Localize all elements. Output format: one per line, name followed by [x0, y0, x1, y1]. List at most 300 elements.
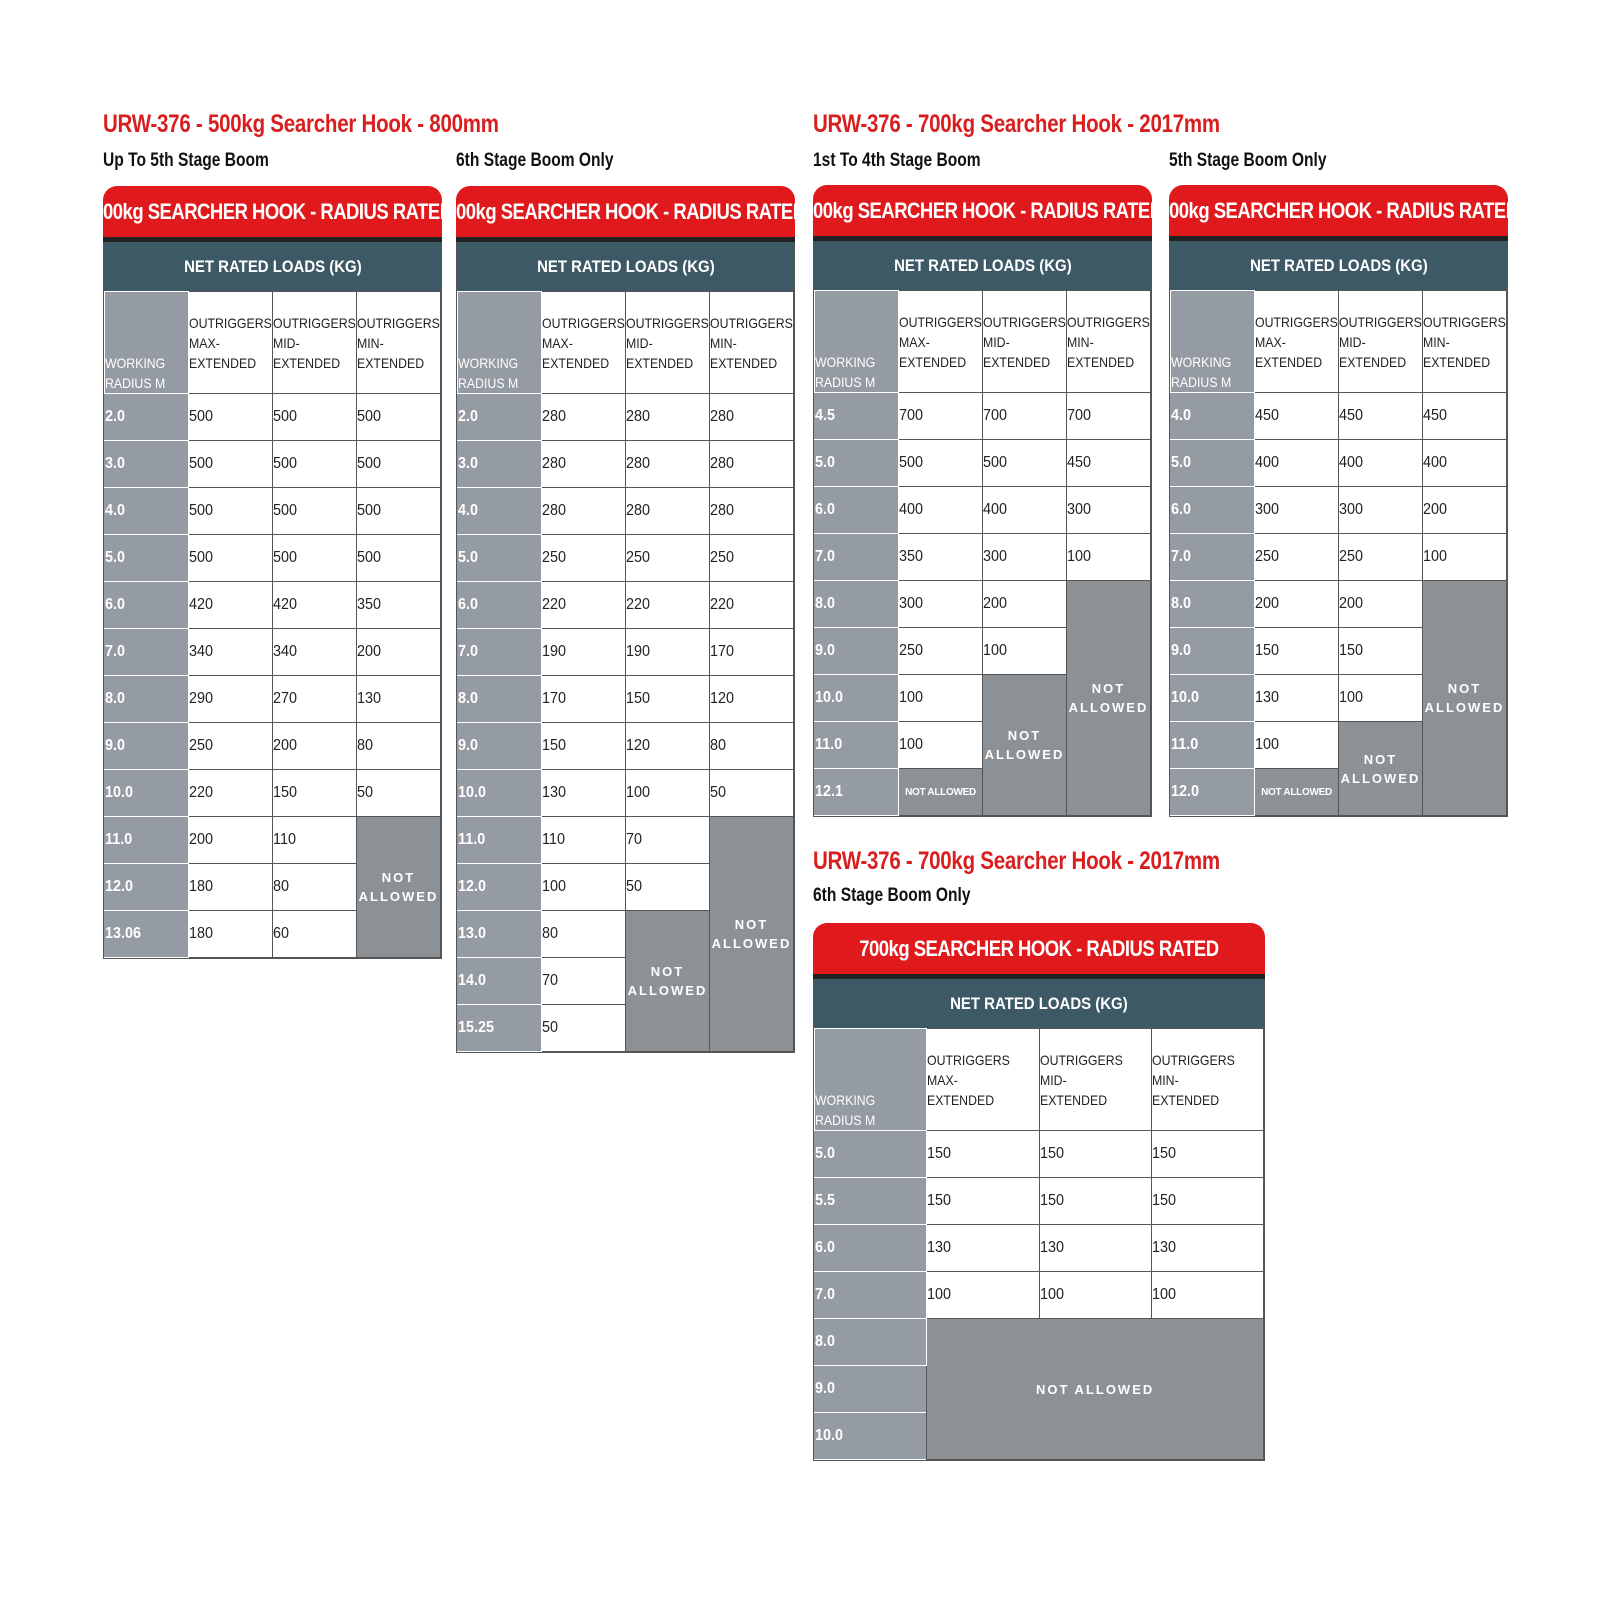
radius-value: 9.0 [815, 642, 836, 659]
radius-value: 6.0 [1171, 501, 1192, 518]
radius-value: 11.0 [815, 736, 843, 753]
column-header-outriggers-max [899, 291, 983, 393]
load-value: 100 [899, 689, 924, 706]
load-value: 400 [1255, 454, 1280, 471]
load-table [104, 291, 441, 958]
chart-header [92, 186, 453, 242]
radius-cell [815, 1413, 927, 1460]
radius-cell [815, 534, 899, 581]
load-cell-max [899, 487, 983, 534]
table-header-row [458, 292, 794, 394]
column-header-outriggers-mid [1339, 291, 1423, 393]
subtitle-6th-stage-only-700kg: 6th Stage Boom Only [813, 885, 971, 906]
load-cell-mid [1339, 440, 1423, 487]
radius-value: 4.5 [815, 407, 836, 424]
radius-cell [458, 488, 542, 535]
table-row [815, 440, 1151, 487]
load-value: 100 [1339, 689, 1364, 706]
radius-cell [1171, 440, 1255, 487]
chart-body [456, 242, 795, 1053]
load-value: 80 [273, 878, 290, 895]
load-value: 280 [626, 502, 651, 519]
load-table [814, 1028, 1264, 1460]
radius-cell [815, 1131, 927, 1178]
load-value: 700 [983, 407, 1008, 424]
column-header-working-radius-label: WORKING RADIUS M [105, 355, 166, 391]
load-value: 300 [1255, 501, 1280, 518]
load-value: 280 [542, 502, 567, 519]
load-value: 170 [542, 690, 567, 707]
load-cell-mid [273, 864, 357, 911]
not-allowed-cell: NOT ALLOWED [899, 769, 983, 816]
load-value: 100 [1039, 1286, 1064, 1303]
load-cell-max [189, 864, 273, 911]
not-allowed-cell: NOT ALLOWED [1423, 581, 1507, 816]
load-value: 200 [1255, 595, 1280, 612]
radius-value: 5.0 [815, 454, 836, 471]
net-rated-loads-label: NET RATED LOADS (KG) [1249, 255, 1428, 275]
load-value: 200 [1339, 595, 1364, 612]
load-cell-mid [1339, 581, 1423, 628]
radius-cell [815, 1366, 927, 1413]
load-value: 200 [1423, 501, 1448, 518]
radius-value: 9.0 [815, 1380, 836, 1397]
load-cell-mid [1039, 1272, 1151, 1319]
radius-cell [1171, 581, 1255, 628]
load-cell-max [1255, 440, 1339, 487]
load-value: 200 [983, 595, 1008, 612]
load-cell-max [189, 770, 273, 817]
load-cell-mid [273, 676, 357, 723]
load-cell-max [899, 628, 983, 675]
load-value: 110 [542, 831, 565, 848]
load-cell-max [1255, 722, 1339, 769]
load-value: 500 [189, 549, 214, 566]
column-header-outriggers-mid [983, 291, 1067, 393]
load-cell-mid [1339, 487, 1423, 534]
load-value: 300 [1339, 501, 1364, 518]
column-header-outriggers-max-label: OUTRIGGERS MAX- EXTENDED [542, 314, 625, 371]
load-chart-700kg-1st-to-4th [802, 185, 1163, 817]
load-cell-mid [273, 723, 357, 770]
load-cell-max [899, 722, 983, 769]
load-cell-max [1255, 581, 1339, 628]
radius-cell [105, 864, 189, 911]
radius-cell [815, 1178, 927, 1225]
load-value: 400 [899, 501, 924, 518]
load-cell-mid [626, 582, 710, 629]
radius-value: 6.0 [815, 1239, 836, 1256]
table-row [105, 770, 441, 817]
chart-header [1158, 185, 1519, 241]
chart-body [813, 241, 1152, 817]
table-row [105, 723, 441, 770]
load-value: 110 [273, 831, 296, 848]
load-cell-max [189, 394, 273, 441]
radius-cell [105, 911, 189, 958]
radius-cell [815, 769, 899, 816]
load-cell-min [1067, 487, 1151, 534]
load-cell-mid [273, 441, 357, 488]
table-row [815, 581, 1151, 628]
radius-value: 9.0 [458, 737, 479, 754]
table-row [1171, 393, 1507, 440]
load-value: 80 [542, 925, 559, 942]
load-value: 450 [1339, 407, 1364, 424]
load-value: 220 [626, 596, 651, 613]
table-row [458, 394, 794, 441]
load-cell-max [542, 676, 626, 723]
table-header-row [815, 291, 1151, 393]
not-allowed-cell: NOT ALLOWED [1339, 722, 1423, 816]
load-value: 190 [542, 643, 567, 660]
load-cell-max [542, 817, 626, 864]
chart-body [1169, 241, 1508, 817]
load-value: 280 [626, 408, 651, 425]
load-chart-700kg-5th [1158, 185, 1519, 817]
radius-value: 7.0 [458, 643, 479, 660]
load-chart-500kg-6th [445, 186, 806, 1053]
load-cell-mid [983, 628, 1067, 675]
radius-cell [105, 723, 189, 770]
radius-value: 6.0 [815, 501, 836, 518]
load-cell-min [357, 582, 441, 629]
load-value: 340 [189, 643, 214, 660]
load-value: 500 [899, 454, 924, 471]
load-cell-max [927, 1272, 1039, 1319]
load-value: 290 [189, 690, 214, 707]
column-header-outriggers-min-label: OUTRIGGERS MIN- EXTENDED [1067, 313, 1150, 370]
load-value: 350 [357, 596, 382, 613]
load-value: 100 [1151, 1286, 1176, 1303]
load-cell-mid [273, 629, 357, 676]
not-allowed-cell: NOT ALLOWED [927, 1319, 1264, 1460]
load-value: 500 [273, 455, 298, 472]
not-allowed-cell: NOT ALLOWED [357, 817, 441, 958]
load-value: 500 [357, 408, 382, 425]
load-value: 100 [1255, 736, 1280, 753]
chart-header-label: 500kg SEARCHER HOOK - RADIUS RATED [445, 198, 806, 224]
load-cell-mid [626, 394, 710, 441]
table-row [105, 394, 441, 441]
load-cell-mid [273, 535, 357, 582]
load-cell-min [357, 629, 441, 676]
radius-value: 7.0 [815, 1286, 836, 1303]
load-cell-max [542, 535, 626, 582]
load-value: 50 [626, 878, 643, 895]
table-header-row [1171, 291, 1507, 393]
radius-value: 7.0 [1171, 548, 1192, 565]
load-cell-min [357, 441, 441, 488]
load-value: 100 [1423, 548, 1448, 565]
load-value: 200 [273, 737, 298, 754]
load-value: 250 [626, 549, 651, 566]
load-value: 130 [1151, 1239, 1176, 1256]
table-row [815, 1131, 1264, 1178]
table-row [458, 723, 794, 770]
load-cell-max [189, 911, 273, 958]
load-cell-min [1151, 1225, 1263, 1272]
load-cell-max [542, 488, 626, 535]
radius-value: 8.0 [1171, 595, 1192, 612]
column-header-outriggers-min [1423, 291, 1507, 393]
load-value: 150 [1255, 642, 1280, 659]
load-value: 50 [710, 784, 727, 801]
chart-header-label: 700kg SEARCHER HOOK - RADIUS RATED [1158, 197, 1519, 223]
load-cell-mid [273, 582, 357, 629]
load-value: 500 [983, 454, 1008, 471]
load-cell-mid [1339, 534, 1423, 581]
radius-cell [815, 487, 899, 534]
column-header-outriggers-mid-label: OUTRIGGERS MID- EXTENDED [1039, 1051, 1123, 1108]
load-cell-mid [273, 817, 357, 864]
load-cell-max [542, 770, 626, 817]
radius-cell [1171, 487, 1255, 534]
column-header-outriggers-max-label: OUTRIGGERS MAX- EXTENDED [1255, 313, 1338, 370]
load-cell-max [189, 488, 273, 535]
load-value: 500 [189, 502, 214, 519]
load-cell-mid [1039, 1131, 1151, 1178]
load-cell-min [710, 629, 794, 676]
column-header-outriggers-max [1255, 291, 1339, 393]
load-value: 150 [273, 784, 298, 801]
load-value: 250 [899, 642, 924, 659]
load-cell-max [189, 629, 273, 676]
group-title-500kg-800mm: URW-376 - 500kg Searcher Hook - 800mm [103, 110, 499, 138]
table-row [458, 817, 794, 864]
load-cell-max [189, 441, 273, 488]
load-value: 450 [1423, 407, 1448, 424]
radius-cell [458, 723, 542, 770]
load-table [814, 290, 1151, 816]
load-value: 500 [357, 502, 382, 519]
table-row [1171, 440, 1507, 487]
load-cell-mid [626, 629, 710, 676]
load-cell-min [1423, 393, 1507, 440]
load-cell-min [357, 723, 441, 770]
radius-cell [105, 441, 189, 488]
table-row [458, 488, 794, 535]
table-row [1171, 581, 1507, 628]
load-cell-min [710, 676, 794, 723]
radius-value: 12.0 [1171, 783, 1200, 800]
load-value: 130 [1255, 689, 1280, 706]
load-cell-min [1067, 393, 1151, 440]
radius-value: 8.0 [815, 1333, 836, 1350]
column-header-outriggers-mid-label: OUTRIGGERS MID- EXTENDED [626, 314, 709, 371]
load-value: 150 [626, 690, 651, 707]
table-row [105, 535, 441, 582]
radius-value: 8.0 [815, 595, 836, 612]
not-allowed-cell: NOT ALLOWED [1255, 769, 1339, 816]
radius-value: 5.0 [815, 1145, 836, 1162]
radius-value: 9.0 [1171, 642, 1192, 659]
radius-value: 14.0 [458, 972, 487, 989]
load-cell-min [1067, 534, 1151, 581]
load-value: 300 [1067, 501, 1092, 518]
load-value: 280 [626, 455, 651, 472]
load-value: 420 [273, 596, 298, 613]
subtitle-6th-stage-only: 6th Stage Boom Only [456, 150, 614, 171]
column-header-working-radius [105, 292, 189, 394]
load-cell-mid [983, 581, 1067, 628]
load-value: 70 [626, 831, 643, 848]
load-cell-max [899, 440, 983, 487]
load-cell-max [542, 723, 626, 770]
load-value: 500 [357, 549, 382, 566]
radius-cell [458, 958, 542, 1005]
load-cell-max [542, 864, 626, 911]
load-cell-max [542, 394, 626, 441]
group-title-700kg-2017mm-6th-stage: URW-376 - 700kg Searcher Hook - 2017mm [813, 847, 1220, 875]
load-cell-max [542, 911, 626, 958]
load-value: 400 [983, 501, 1008, 518]
table-row [815, 487, 1151, 534]
load-cell-max [927, 1131, 1039, 1178]
table-row [458, 441, 794, 488]
column-header-outriggers-mid [626, 292, 710, 394]
load-value: 500 [357, 455, 382, 472]
load-cell-mid [626, 535, 710, 582]
load-cell-max [542, 1005, 626, 1052]
load-value: 130 [542, 784, 567, 801]
load-value: 280 [542, 408, 567, 425]
radius-value: 10.0 [458, 784, 487, 801]
load-value: 80 [710, 737, 727, 754]
load-value: 190 [626, 643, 651, 660]
radius-cell [458, 817, 542, 864]
load-cell-mid [1039, 1178, 1151, 1225]
load-value: 400 [1423, 454, 1448, 471]
load-cell-min [357, 676, 441, 723]
chart-header [802, 185, 1163, 241]
column-header-outriggers-min [710, 292, 794, 394]
load-value: 220 [189, 784, 214, 801]
column-header-outriggers-min-label: OUTRIGGERS MIN- EXTENDED [710, 314, 793, 371]
load-value: 220 [710, 596, 735, 613]
load-value: 150 [1039, 1145, 1064, 1162]
load-value: 150 [1339, 642, 1364, 659]
load-value: 130 [1039, 1239, 1064, 1256]
load-value: 500 [273, 502, 298, 519]
load-value: 100 [626, 784, 651, 801]
net-rated-loads-bar [814, 241, 1151, 290]
load-cell-max [1255, 534, 1339, 581]
load-cell-max [189, 817, 273, 864]
radius-value: 4.0 [1171, 407, 1192, 424]
load-cell-min [357, 535, 441, 582]
load-cell-mid [626, 441, 710, 488]
load-cell-mid [1039, 1225, 1151, 1272]
radius-cell [105, 582, 189, 629]
load-cell-min [1151, 1272, 1263, 1319]
load-cell-max [542, 629, 626, 676]
load-value: 340 [273, 643, 298, 660]
radius-cell [458, 441, 542, 488]
chart-header-label: 700kg SEARCHER HOOK - RADIUS RATED [859, 935, 1219, 961]
table-row [458, 770, 794, 817]
load-value: 300 [983, 548, 1008, 565]
load-cell-min [710, 582, 794, 629]
chart-header [813, 923, 1265, 979]
radius-cell [1171, 393, 1255, 440]
load-cell-mid [626, 676, 710, 723]
radius-cell [458, 676, 542, 723]
load-cell-max [899, 393, 983, 440]
radius-cell [815, 675, 899, 722]
load-value: 280 [542, 455, 567, 472]
load-value: 100 [1067, 548, 1092, 565]
column-header-working-radius-label: WORKING RADIUS M [458, 355, 519, 391]
subtitle-up-to-5th-stage: Up To 5th Stage Boom [103, 150, 269, 171]
table-header-row [815, 1029, 1264, 1131]
column-header-outriggers-max [189, 292, 273, 394]
net-rated-loads-label: NET RATED LOADS (KG) [893, 255, 1072, 275]
radius-cell [105, 629, 189, 676]
load-cell-max [542, 582, 626, 629]
load-cell-mid [1339, 675, 1423, 722]
load-value: 280 [710, 455, 735, 472]
load-chart-700kg-6th [813, 923, 1265, 1461]
net-rated-loads-label: NET RATED LOADS (KG) [183, 256, 362, 276]
load-cell-mid [273, 394, 357, 441]
radius-cell [815, 393, 899, 440]
column-header-outriggers-max-label: OUTRIGGERS MAX- EXTENDED [899, 313, 982, 370]
load-value: 70 [542, 972, 559, 989]
load-value: 150 [1151, 1192, 1176, 1209]
radius-value: 3.0 [105, 455, 126, 472]
table-row [105, 488, 441, 535]
net-rated-loads-label: NET RATED LOADS (KG) [950, 993, 1128, 1013]
radius-cell [105, 535, 189, 582]
column-header-outriggers-max-label: OUTRIGGERS MAX- EXTENDED [189, 314, 272, 371]
load-value: 130 [927, 1239, 952, 1256]
load-value: 150 [927, 1145, 952, 1162]
load-value: 100 [983, 642, 1008, 659]
column-header-outriggers-max [927, 1029, 1039, 1131]
load-value: 100 [542, 878, 567, 895]
chart-body [103, 242, 442, 959]
radius-value: 7.0 [105, 643, 126, 660]
load-cell-mid [626, 770, 710, 817]
subtitle-1st-to-4th-stage: 1st To 4th Stage Boom [813, 150, 981, 171]
column-header-outriggers-min [357, 292, 441, 394]
net-rated-loads-bar [814, 979, 1264, 1028]
radius-value: 10.0 [815, 1427, 844, 1444]
radius-value: 5.0 [1171, 454, 1192, 471]
load-cell-mid [983, 534, 1067, 581]
load-value: 80 [357, 737, 374, 754]
load-value: 500 [273, 549, 298, 566]
load-cell-max [927, 1225, 1039, 1272]
load-cell-min [357, 394, 441, 441]
radius-cell [458, 770, 542, 817]
column-header-working-radius [815, 291, 899, 393]
table-row [458, 535, 794, 582]
column-header-outriggers-mid-label: OUTRIGGERS MID- EXTENDED [1339, 313, 1422, 370]
column-header-outriggers-mid [273, 292, 357, 394]
load-cell-mid [626, 817, 710, 864]
load-table [457, 291, 794, 1052]
radius-value: 11.0 [1171, 736, 1199, 753]
load-cell-max [189, 582, 273, 629]
load-cell-min [710, 723, 794, 770]
load-value: 250 [1339, 548, 1364, 565]
radius-value: 5.0 [105, 549, 126, 566]
table-row [1171, 487, 1507, 534]
load-value: 150 [927, 1192, 952, 1209]
load-cell-min [1423, 440, 1507, 487]
